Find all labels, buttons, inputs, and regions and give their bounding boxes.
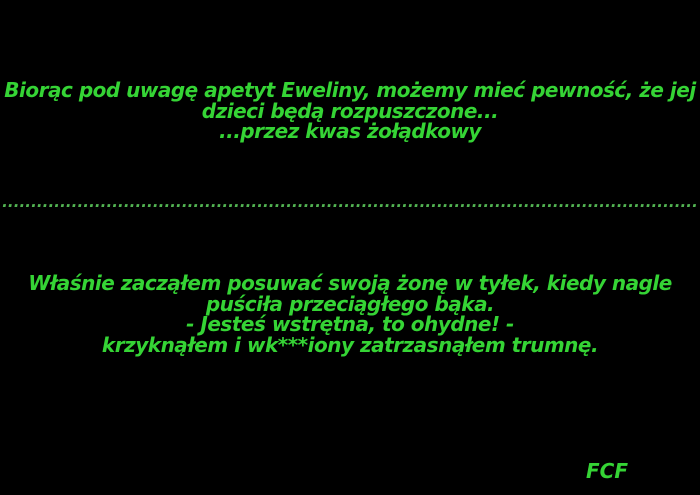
joke-top bbox=[0, 80, 700, 142]
joke-bottom-line-3: - Jesteś wstrętna, to ohydne! - bbox=[186, 312, 514, 336]
joke-bottom bbox=[0, 273, 700, 355]
joke-top-line-3: ...przez kwas żołądkowy bbox=[219, 119, 481, 143]
joke-bottom-line-4: krzyknąłem i wk***iony zatrzasnąłem trumnę. bbox=[101, 332, 599, 357]
dotted-divider: ........................................................................................................................ bbox=[2, 193, 698, 211]
joke-bottom-line-2: puściła przeciągłego bąka. bbox=[205, 291, 495, 316]
joke-bottom-line-1: Właśnie zacząłem posuwać swoją żonę w tyłek, kiedy nagle bbox=[28, 271, 672, 295]
joke-top-line-2: dzieci będą rozpuszczone... bbox=[201, 98, 499, 123]
watermark-fcf: FCF bbox=[585, 459, 628, 483]
joke-top-line-1: Biorąc pod uwagę apetyt Eweliny, możemy mieć pewność, że jej bbox=[4, 78, 696, 102]
